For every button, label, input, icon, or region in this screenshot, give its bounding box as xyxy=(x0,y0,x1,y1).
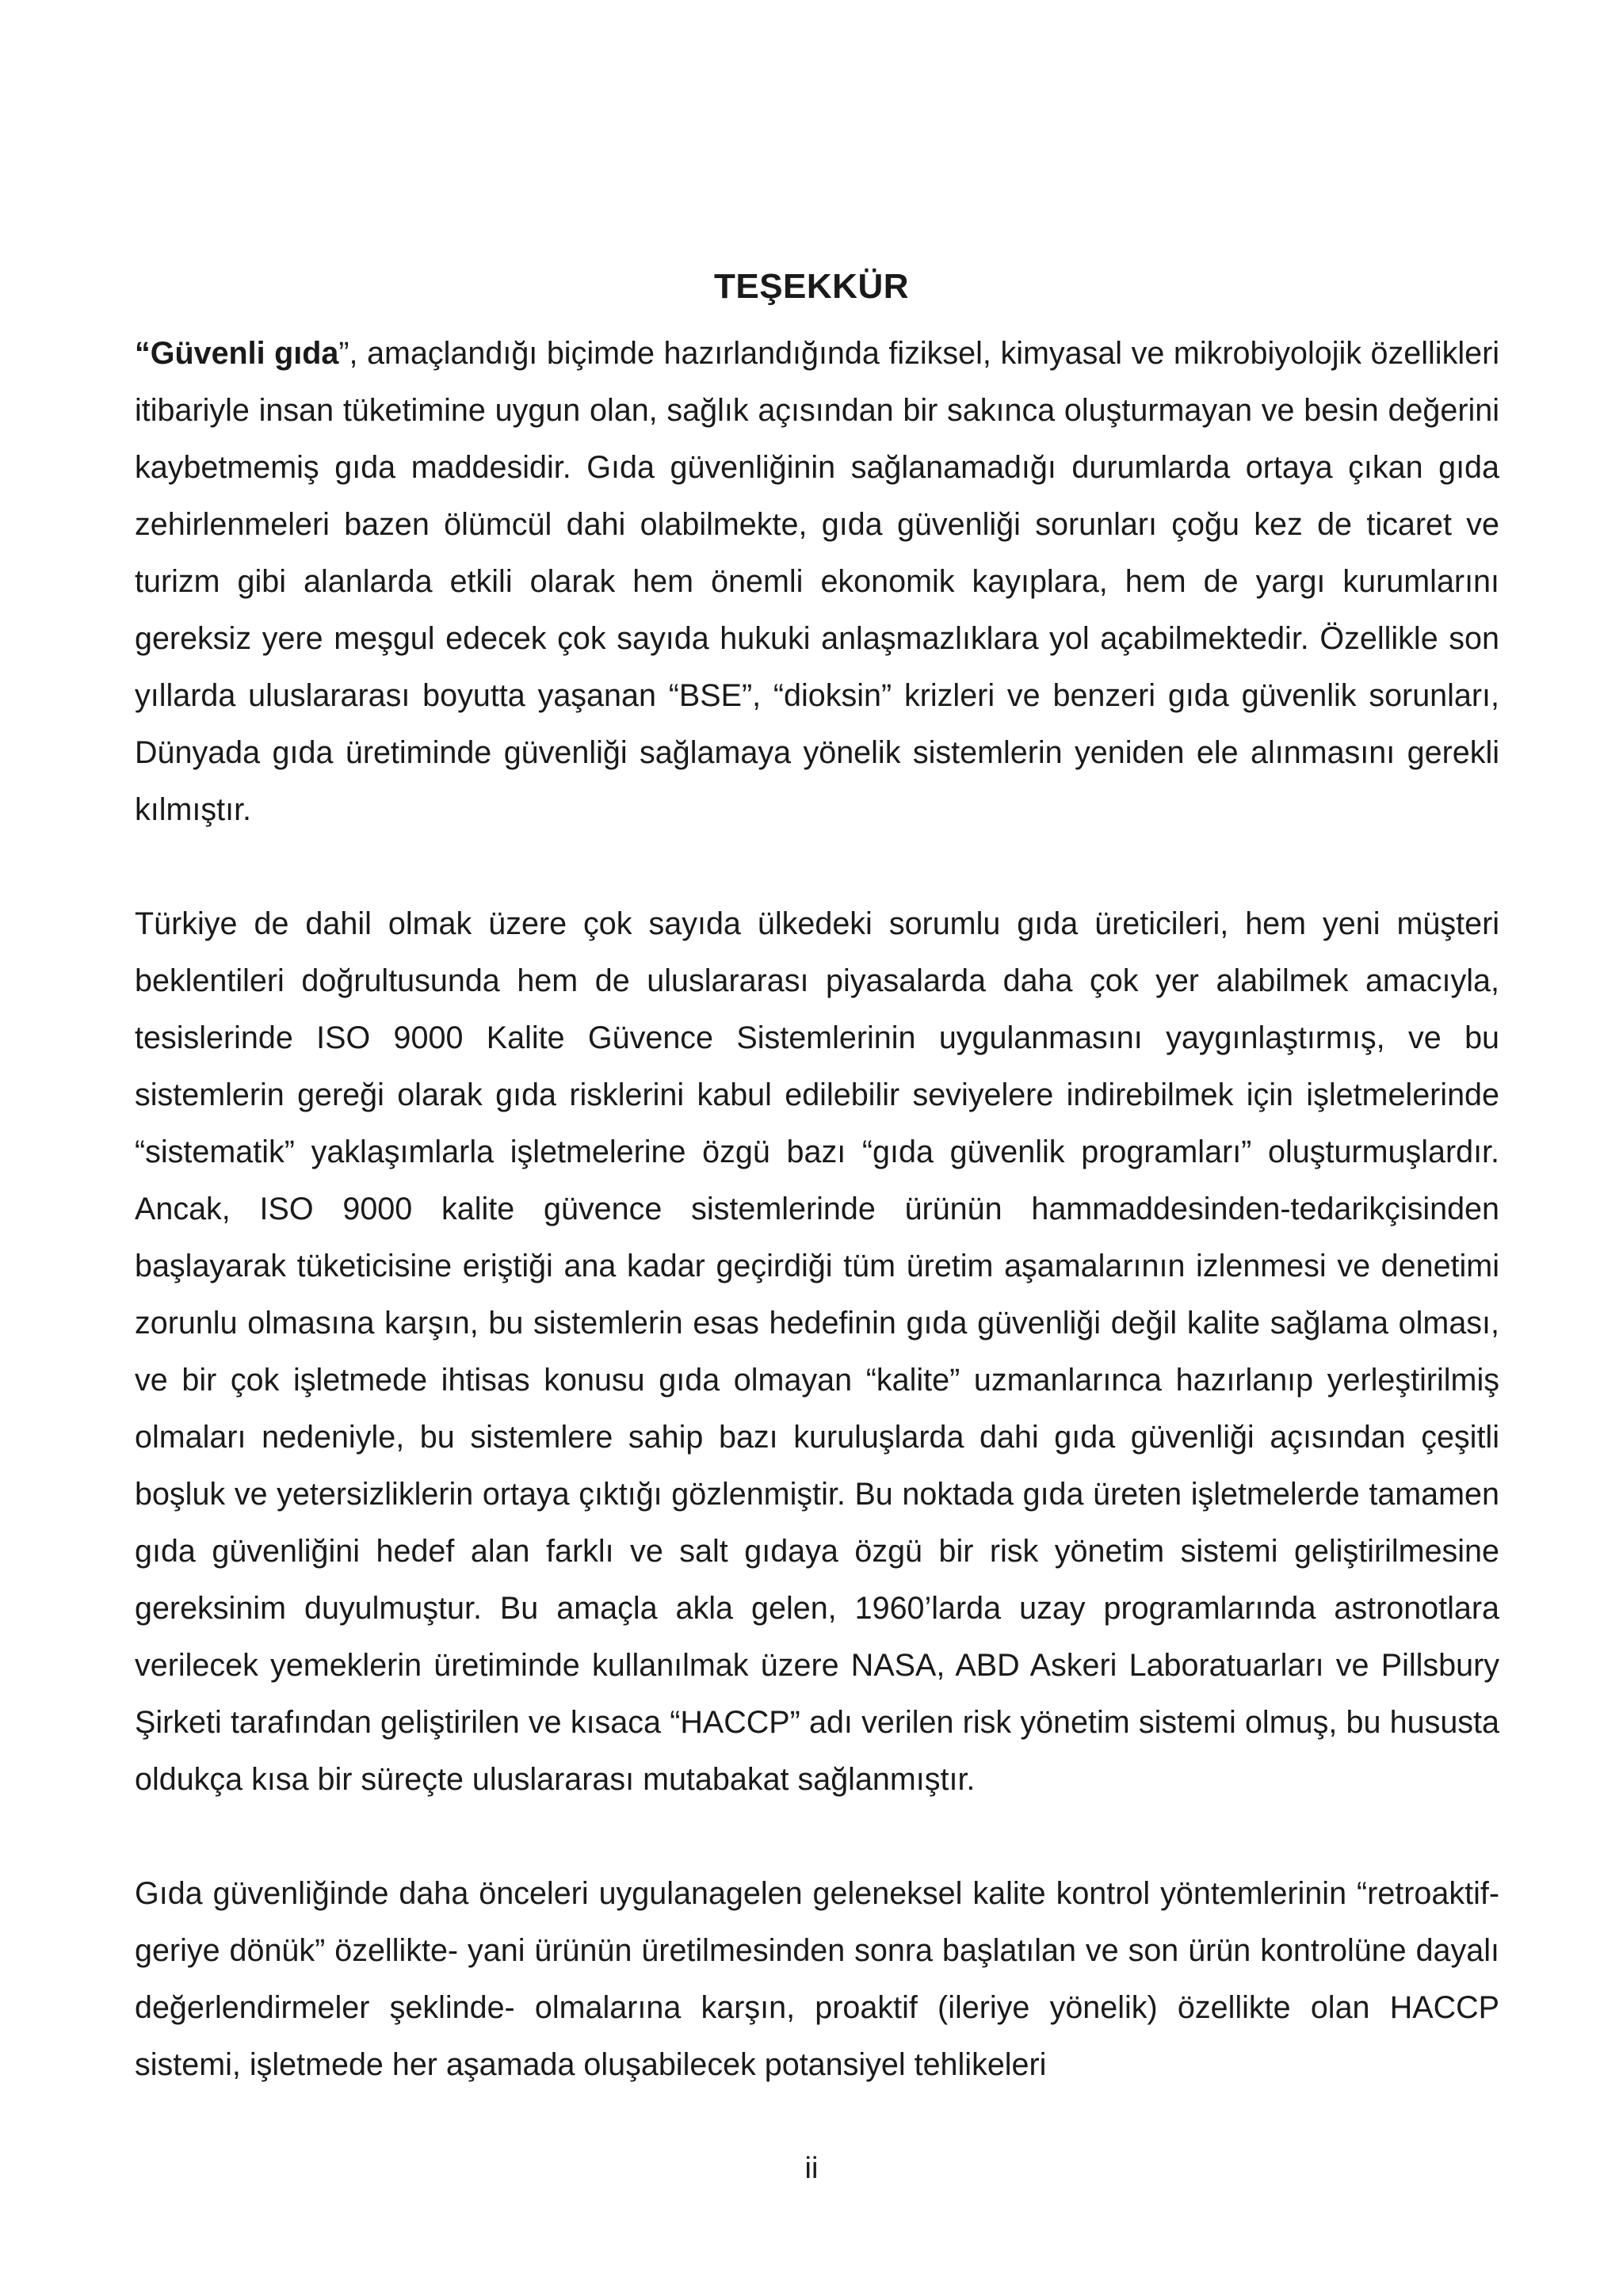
paragraph-2 xyxy=(135,895,1499,1808)
paragraph-1 xyxy=(135,325,1499,838)
paragraph-3-text: Gıda güvenliğinde daha önceleri uygulanagelen geleneksel kalite kontrol yöntemlerinin “retroaktif-geriye dönük” özellikte- yani ürünün üretilmesinden sonra başlatılan ve son ürün kontrolüne dayalı değerlendirmeler şeklinde- olmalarına karşın, proaktif (ileriye yönelik) özellikte olan HACCP sistemi, işletmede her aşamada oluşabilecek potansiyel tehlikeleri xyxy=(135,1876,1499,2082)
page-number: ii xyxy=(804,2152,819,2185)
document-body xyxy=(135,325,1499,2093)
paragraph-1-text: ”, amaçlandığı biçimde hazırlandığında fiziksel, kimyasal ve mikrobiyolojik özellikleri itibariyle insan tüketimine uygun olan, sağlık açısından bir sakınca oluşturmayan ve besin değerini kaybetmemiş gıda maddesidir. Gıda güvenliğinin sağlanamadığı durumlarda ortaya çıkan gıda zehirlenmeleri bazen ölümcül dahi olabilmekte, gıda güvenliği sorunları çoğu kez de ticaret ve turizm gibi alanlarda etkili olarak hem önemli ekonomik kayıplara, hem de yargı kurumlarını gereksiz yere meşgul edecek çok sayıda hukuki anlaşmazlıklara yol açabilmektedir. Özellikle son yıllarda uluslararası boyutta yaşanan “BSE”, “dioksin” krizleri ve benzeri gıda güvenlik sorunları, Dünyada gıda üretiminde güvenliği sağlamaya yönelik sistemlerin yeniden ele alınmasını gerekli kılmıştır. xyxy=(135,336,1499,827)
paragraph-3 xyxy=(135,1865,1499,2093)
paragraph-2-text: Türkiye de dahil olmak üzere çok sayıda ülkedeki sorumlu gıda üreticileri, hem yeni müşteri beklentileri doğrultusunda hem de uluslararası piyasalarda daha çok yer alabilmek amacıyla, tesislerinde ISO 9000 Kalite Güvence Sistemlerinin uygulanmasını yaygınlaştırmış, ve bu sistemlerin gereği olarak gıda risklerini kabul edilebilir seviyelere indirebilmek için işletmelerinde “sistematik” yaklaşımlarla işletmelerine özgü bazı “gıda güvenlik programları” oluşturmuşlardır. Ancak, ISO 9000 kalite güvence sistemlerinde ürünün hammaddesinden-tedarikçisinden başlayarak tüketicisine eriştiği ana kadar geçirdiği tüm üretim aşamalarının izlenmesi ve denetimi zorunlu olmasına karşın, bu sistemlerin esas hedefinin gıda güvenliği değil kalite sağlama olması, ve bir çok işletmede ihtisas konusu gıda olmayan “kalite” uzmanlarınca hazırlanıp yerleştirilmiş olmaları nedeniyle, bu sistemlere sahip bazı kuruluşlarda dahi gıda güvenliği açısından çeşitli boşluk ve yetersizliklerin ortaya çıktığı gözlenmiştir. Bu noktada gıda üreten işletmelerde tamamen gıda güvenliğini hedef alan farklı ve salt gıdaya özgü bir risk yönetim sistemi geliştirilmesine gereksinim duyulmuştur. Bu amaçla akla gelen, 1960’larda uzay programlarında astronotlara verilecek yemeklerin üretiminde kullanılmak üzere NASA, ABD Askeri Laboratuarları ve Pillsbury Şirketi tarafından geliştirilen ve kısaca “HACCP” adı verilen risk yönetim sistemi olmuş, bu hususta oldukça kısa bir süreçte uluslararası mutabakat sağlanmıştır. xyxy=(135,906,1499,1797)
paragraph-1-lead: “Güvenli gıda xyxy=(135,336,339,371)
page-title: TEŞEKKÜR xyxy=(713,267,910,307)
